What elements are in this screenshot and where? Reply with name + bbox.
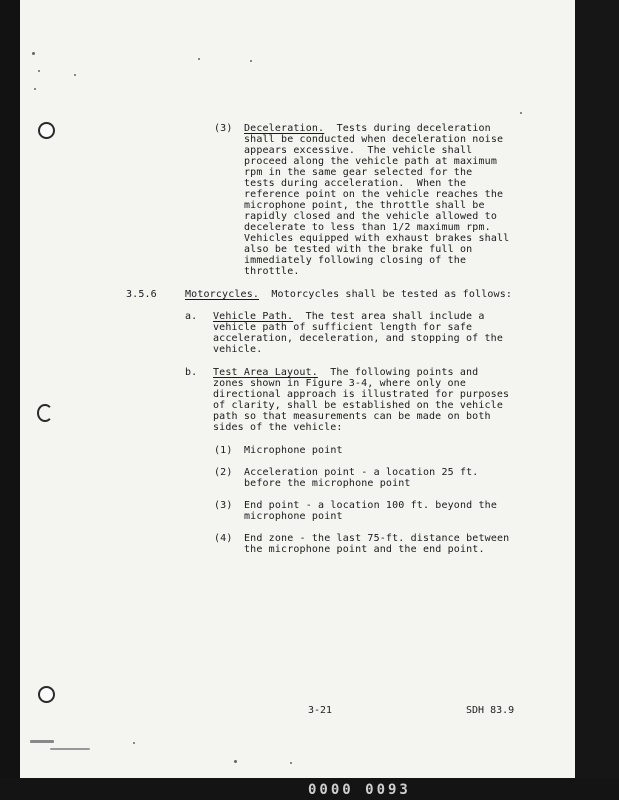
section-line [185,289,512,300]
sub-item-3-number: (3) [214,500,233,511]
item-b-line-3: path so that measurements can be made on both [213,411,491,422]
item-3-line-11: also be tested with the brake full on [244,244,473,255]
section-number: 3.5.6 [126,289,157,300]
sub-item-2-line-1: before the microphone point [244,478,411,489]
item-3-line-5: tests during acceleration. When the [244,178,467,189]
item-3-line-10: Vehicles equipped with exhaust brakes shall [244,233,510,244]
item-3-line-12: immediately following closing of the [244,255,467,266]
sub-item-2-line-0: Acceleration point - a location 25 ft. [244,467,479,478]
section-text: Motorcycles shall be tested as follows: [271,289,513,300]
item-3-first-line [244,123,491,134]
item-a-line-2: vehicle. [213,344,263,355]
item-3-heading: Deceleration. [244,123,325,134]
sub-item-4-line-1: the microphone point and the end point. [244,544,485,555]
document-page [20,0,575,778]
item-a-line-1: acceleration, deceleration, and stopping of the [213,333,504,344]
item-a-heading: Vehicle Path. [213,311,294,322]
item-b-first: The following points and [330,367,479,378]
sub-item-4-line-0: End zone - the last 75-ft. distance between [244,533,510,544]
item-3-line-13: throttle. [244,266,300,277]
document-code: SDH 83.9 [466,705,515,716]
item-b-line-1: directional approach is illustrated for purposes [213,389,510,400]
film-frame-number: 0000 0093 [308,782,411,798]
item-3-line-0: Tests during deceleration [336,123,491,134]
punch-hole-top [38,122,55,139]
page-number: 3-21 [308,705,333,716]
item-3-line-3: proceed along the vehicle path at maximum [244,156,497,167]
item-3-line-1: shall be conducted when deceleration noise [244,134,504,145]
item-a-first-line [213,311,485,322]
item-b-first-line [213,367,478,378]
item-a-line-0: vehicle path of sufficient length for safe [213,322,473,333]
item-3-line-9: decelerate to less than 1/2 maximum rpm. [244,222,491,233]
item-3-number: (3) [214,123,233,134]
item-3-line-2: appears excessive. The vehicle shall [244,145,473,156]
scan-border-left [0,0,20,800]
punch-hole-middle [37,404,53,422]
item-3-line-4: rpm in the same gear selected for the [244,167,473,178]
sub-item-3-line-1: microphone point [244,511,343,522]
item-b-line-4: sides of the vehicle: [213,422,343,433]
item-b-heading: Test Area Layout. [213,367,318,378]
item-b-letter: b. [185,367,198,378]
sub-item-1-number: (1) [214,445,233,456]
item-a-first: The test area shall include a [305,311,485,322]
item-3-line-8: rapidly closed and the vehicle allowed to [244,211,497,222]
punch-hole-bottom [38,686,55,703]
sub-item-3-line-0: End point - a location 100 ft. beyond the [244,500,497,511]
section-heading: Motorcycles. [185,289,260,300]
item-a-letter: a. [185,311,198,322]
sub-item-4-number: (4) [214,533,233,544]
sub-item-2-number: (2) [214,467,233,478]
item-3-line-6: reference point on the vehicle reaches the [244,189,504,200]
item-b-line-2: of clarity, shall be established on the vehicle [213,400,504,411]
item-3-line-7: microphone point, the throttle shall be [244,200,485,211]
sub-item-1-line-0: Microphone point [244,445,343,456]
item-b-line-0: zones shown in Figure 3-4, where only one [213,378,466,389]
scan-border-right [575,0,619,800]
